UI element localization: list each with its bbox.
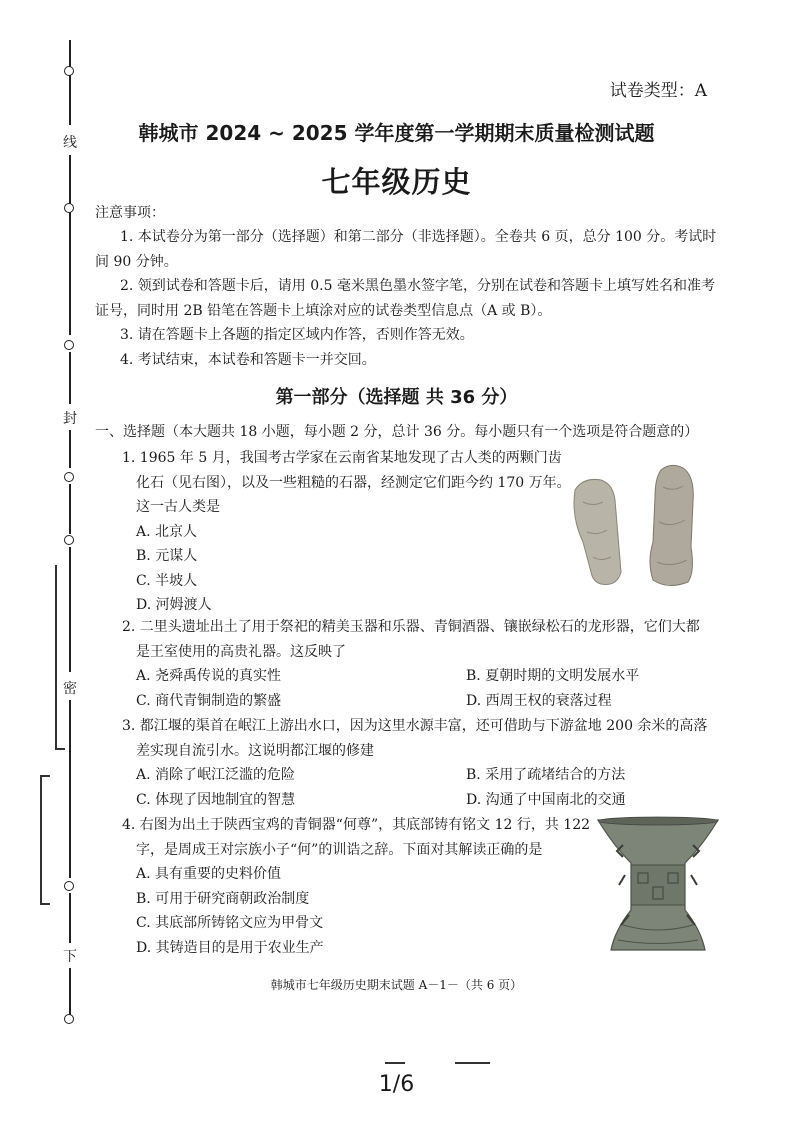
binding-hole — [64, 66, 74, 76]
notice-item: 2. 领到试卷和答题卡后，请用 0.5 毫米黑色墨水签字笔，分别在试卷和答题卡上填写姓名和准考证号，同时用 2B 铅笔在答题卡上填涂对应的试卷类型信息点（A 或 B）。 — [95, 278, 715, 319]
option-d: D. 河姆渡人 — [136, 597, 212, 613]
option-a: A. 尧舜禹传说的真实性 — [136, 668, 282, 684]
question-stem: 化石（见右图），以及一些粗糙的石器，经测定它们距今约 170 万年。 — [136, 474, 571, 491]
paper-type: 试卷类型：A — [609, 81, 707, 101]
question-stem: 字，是周成王对宗族小子“何”的训诰之辞。下面对其解读正确的是 — [136, 841, 543, 858]
question-stem: 是王室使用的高贵礼器。这反映了 — [136, 643, 346, 660]
notice-heading: 注意事项： — [95, 205, 165, 221]
he-zun-bronze-image — [593, 815, 723, 955]
notice-item: 1. 本试卷分为第一部分（选择题）和第二部分（非选择题）。全卷共 6 页，总分 100 分。考试时间 90 分钟。 — [95, 229, 717, 270]
question-4 — [122, 813, 597, 960]
binding-hole — [64, 535, 74, 545]
tooth-fossil-image — [563, 462, 718, 592]
binding-char-feng: 封 — [60, 408, 80, 428]
option-d: D. 其铸造目的是用于农业生产 — [136, 939, 324, 956]
notice-item: 4. 考试结束，本试卷和答题卡一并交回。 — [120, 351, 376, 368]
question-3 — [122, 714, 742, 812]
option-a: A. 具有重要的史料价值 — [136, 866, 282, 882]
question-1 — [122, 446, 582, 618]
question-stem: 4. 右图为出土于陕西宝鸡的青铜器“何尊”，其底部铸有铭文 12 行，共 122 — [122, 817, 591, 833]
subject-title: 七年级历史 — [321, 165, 472, 199]
option-a: A. 消除了岷江泛滥的危险 — [136, 767, 296, 783]
question-stem: 2. 二里头遗址出土了用于祭祀的精美玉器和乐器、青铜酒器、镶嵌绿松石的龙形器，它们大都 — [122, 619, 700, 635]
option-c: C. 体现了因地制宜的智慧 — [136, 791, 296, 808]
notice-list — [95, 225, 720, 372]
option-a: A. 北京人 — [136, 523, 198, 540]
question-stem: 这一古人类是 — [136, 499, 220, 515]
option-b: B. 可用于研究商朝政治制度 — [136, 890, 310, 907]
binding-hole — [64, 203, 74, 213]
notice-item: 3. 请在答题卡上各题的指定区域内作答，否则作答无效。 — [120, 327, 474, 343]
page-footer: 韩城市七年级历史期末试题 A－1－（共 6 页） — [270, 978, 523, 992]
binding-char-mi: 密 — [60, 678, 80, 698]
question-stem: 差实现自流引水。这说明都江堰的修建 — [136, 742, 374, 759]
option-c: C. 半坡人 — [136, 572, 198, 589]
question-2 — [122, 615, 742, 713]
option-d: D. 西周王权的衰落过程 — [466, 692, 612, 709]
binding-hole — [64, 472, 74, 482]
question-stem: 3. 都江堰的渠首在岷江上游出水口，因为这里水源丰富，还可借助与下游盆地 200 余米的高落 — [122, 718, 708, 734]
binding-char-xian: 线 — [60, 132, 80, 152]
binding-char-xia: 下 — [60, 946, 80, 966]
option-b: B. 采用了疏堵结合的方法 — [466, 767, 626, 783]
binding-hole — [64, 881, 74, 891]
binding-hole — [64, 340, 74, 350]
option-c: C. 其底部所铸铭文应为甲骨文 — [136, 915, 324, 931]
binding-hole — [64, 1014, 74, 1024]
part1-title: 第一部分（选择题 共 36 分） — [275, 387, 518, 408]
page-number: 1/6 — [378, 1072, 415, 1097]
option-b: B. 夏朝时期的文明发展水平 — [466, 668, 640, 684]
section-title: 一、选择题（本大题共 18 小题，每小题 2 分，总计 36 分。每小题只有一个选项是符合题意的） — [95, 424, 699, 440]
exam-title: 韩城市 2024 ~ 2025 学年度第一学期期末质量检测试题 — [138, 121, 655, 145]
question-stem: 1. 1965 年 5 月，我国考古学家在云南省某地发现了古人类的两颗门齿 — [122, 450, 562, 466]
option-b: B. 元谋人 — [136, 548, 198, 564]
option-d: D. 沟通了中国南北的交通 — [466, 791, 626, 808]
scan-mark — [385, 1062, 405, 1064]
option-c: C. 商代青铜制造的繁盛 — [136, 692, 282, 709]
scan-mark — [455, 1062, 490, 1064]
